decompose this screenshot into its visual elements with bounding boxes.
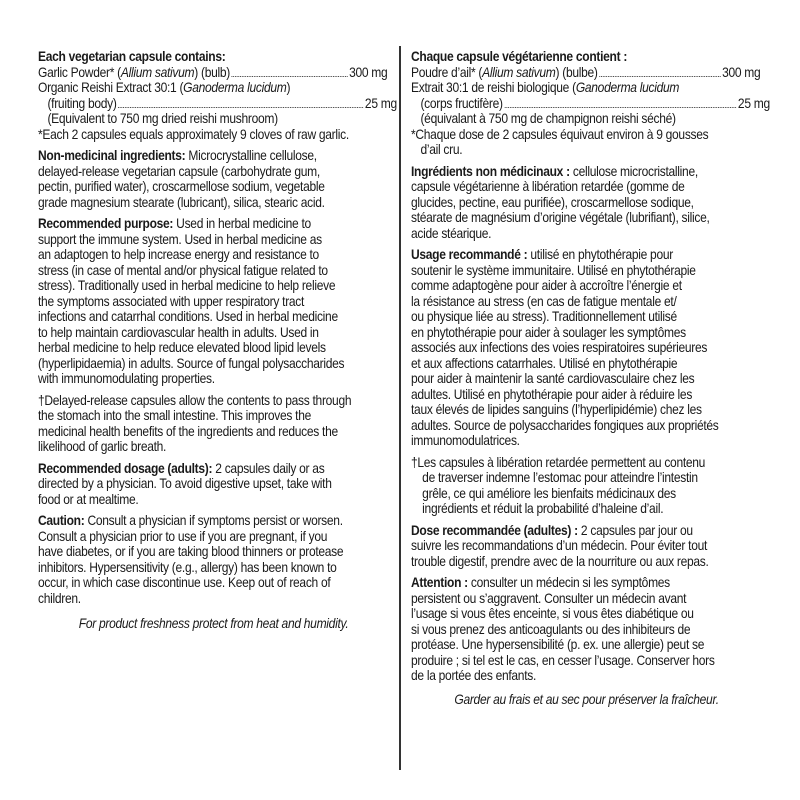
purpose-line: taux élevés de lipides sanguins (l’hyperlipidémie) chez les — [411, 402, 702, 417]
purpose-label: Usage recommandé : — [411, 247, 528, 262]
release-note-line: †Delayed-release capsules allow the contents to pass through — [38, 392, 352, 408]
reishi-ingredient — [38, 80, 389, 96]
purpose-line: stress (in case of mental and/or physical fatigue related to — [38, 262, 328, 278]
caution-line: children. — [38, 590, 81, 606]
leader-dots — [232, 66, 348, 77]
dosage-label: Recommended dosage (adults): — [38, 460, 213, 476]
reishi-equivalent: (Equivalent to 750 mg dried reishi mushroom) — [47, 111, 278, 126]
reishi-latin: Ganoderma lucidum — [183, 80, 287, 95]
release-note-section — [38, 393, 390, 455]
purpose-line: stress). Traditionally used in herbal medicine to help relieve — [38, 278, 336, 293]
garlic-ingredient — [38, 65, 389, 81]
purpose-line: support the immune system. Used in herbal medicine as — [38, 231, 322, 247]
purpose-line: la résistance au stress (en cas de fatigue mentale et/ — [411, 293, 677, 309]
reishi-ingredient — [411, 80, 762, 96]
caution-line: l’usage si vous êtes enceinte, si vous êtes diabétique ou — [411, 606, 694, 621]
garlic-note: *Each 2 capsules equals approximately 9 cloves of raw garlic. — [38, 126, 349, 142]
reishi-name: Organic Reishi Extract 30:1 ( — [38, 80, 184, 95]
nonmed-line: stéarate de magnésium d’origine végétale (lubrifiant), silice, — [411, 210, 710, 225]
garlic-name: Garlic Powder* ( — [38, 63, 121, 80]
garlic-part: ) (bulbe) — [555, 63, 598, 80]
purpose-line: soutenir le système immunitaire. Utilisé en phytothérapie — [411, 262, 696, 278]
dosage-line: Recommended dosage (adults): 2 capsules daily or as — [38, 460, 325, 476]
nonmed-line: delayed-release vegetarian capsule (carbohydrate gum, — [38, 163, 320, 179]
purpose-line: et aux affections catarrhales. Utilisé en phytothérapie — [411, 355, 678, 371]
caution-section — [411, 575, 763, 684]
purpose-line: Recommended purpose: Used in herbal medicine to — [38, 216, 311, 231]
nonmedicinal-section — [38, 148, 390, 210]
purpose-line: adultes. Source de polysaccharides fongiques aux propriétés — [411, 417, 719, 433]
reishi-amount: 25 mg — [737, 94, 770, 111]
purpose-line: with immunomodulating properties. — [38, 371, 215, 386]
caution-line: Attention : consulter un médecin si les symptômes — [411, 575, 670, 590]
garlic-name: Poudre d’ail* ( — [411, 63, 483, 80]
caution-line: occur, in which case discontinue use. Keep out of reach of — [38, 575, 331, 590]
garlic-note: *Chaque dose de 2 capsules équivaut environ à 9 gousses — [411, 126, 709, 142]
dosage-line: food or at mealtime. — [38, 491, 139, 507]
garlic-part: ) (bulb) — [194, 63, 230, 80]
purpose-line: (hyperlipidaemia) in adults. Source of fungal polysaccharides — [38, 355, 345, 371]
nonmed-line: grade magnesium stearate (lubricant), silica, stearic acid. — [38, 194, 325, 210]
caution-section — [38, 513, 390, 606]
purpose-line: to help maintain cardiovascular health in adults. Used in — [38, 324, 319, 340]
garlic-latin: Allium sativum — [120, 63, 195, 80]
leader-dots — [504, 97, 736, 108]
caution-line: Caution: Consult a physician if symptoms persist or worsen. — [38, 513, 343, 528]
purpose-line: associés aux infections des voies respiratoires supérieures — [411, 340, 708, 355]
reishi-part: (fruiting body) — [47, 94, 117, 111]
caution-line: inhibitors. Hypersensitivity (e.g., allergy) has been known to — [38, 559, 337, 575]
nonmed-line: Ingrédients non médicinaux : cellulose microcristalline, — [411, 163, 698, 179]
reishi-amount-row — [38, 96, 399, 112]
release-note-section — [411, 455, 763, 517]
purpose-line: the symptoms associated with upper respiratory tract — [38, 293, 305, 309]
ingredients-heading: Chaque capsule végétarienne contient : — [411, 49, 628, 64]
dosage-line: suivre les recommandations d’un médecin. Pour éviter tout — [411, 538, 708, 553]
purpose-line: en phytothérapie pour aider à soulager les symptômes — [411, 324, 686, 340]
purpose-section — [411, 247, 763, 449]
dosage-section — [38, 461, 390, 508]
release-note-line: ingrédients et réduit la probabilité d’haleine d’ail. — [422, 501, 664, 516]
garlic-latin: Allium sativum — [482, 63, 556, 80]
dosage-line: Dose recommandée (adultes) : 2 capsules par jour ou — [411, 522, 693, 538]
reishi-equivalent: (équivalant à 750 mg de champignon reishi séché) — [420, 111, 676, 126]
dosage-label: Dose recommandée (adultes) : — [411, 522, 578, 538]
purpose-line: infections and catarrhal conditions. Used in herbal medicine — [38, 309, 338, 324]
purpose-section — [38, 216, 390, 387]
leader-dots — [599, 66, 720, 77]
nonmedicinal-section — [411, 164, 763, 242]
release-note-line: grêle, ce qui améliore les bienfaits médicinaux des — [422, 485, 676, 501]
release-note-line: †Les capsules à libération retardée permettent au contenu — [411, 454, 706, 470]
purpose-line: adultes. Utilisé en phytothérapie pour aider à réduire les — [411, 386, 693, 402]
ingredients-section — [38, 49, 397, 142]
nonmed-line: glucides, pectine, eau purifiée), croscarmellose sodique, — [411, 194, 694, 210]
column-divider — [399, 46, 401, 770]
garlic-note: d’ail cru. — [420, 142, 463, 157]
caution-line: Consult a physician prior to use if you are pregnant, if you — [38, 528, 328, 544]
caution-line: protéase. Une hypersensibilité (p. ex. une allergie) peut se — [411, 637, 705, 652]
caution-label: Caution: — [38, 513, 85, 528]
caution-label: Attention : — [411, 575, 468, 590]
nonmed-label: Ingrédients non médicinaux : — [411, 163, 570, 179]
purpose-line: an adaptogen to help increase energy and resistance to — [38, 247, 319, 262]
nonmed-line: acide stéarique. — [411, 225, 492, 241]
reishi-latin: Ganoderma lucidum — [575, 80, 680, 95]
dosage-line: directed by a physician. To avoid digestive upset, take with — [38, 476, 332, 491]
garlic-amount: 300 mg — [349, 63, 388, 80]
reishi-part: (corps fructifère) — [420, 94, 503, 111]
purpose-line: herbal medicine to help reduce elevated blood lipid levels — [38, 340, 326, 355]
leader-dots — [118, 97, 363, 108]
release-note-line: the stomach into the small intestine. This improves the — [38, 408, 311, 423]
english-column — [38, 49, 397, 632]
release-note-line: de traverser indemne l’estomac pour atteindre l’intestin — [422, 470, 698, 485]
purpose-line: immunomodulatrices. — [411, 433, 520, 448]
reishi-amount: 25 mg — [364, 94, 397, 111]
purpose-line: ou physique liée au stress). Traditionnellement utilisé — [411, 309, 677, 324]
caution-line: si vous prenez des anticoagulants ou des inhibiteurs de — [411, 621, 691, 637]
caution-line: de la portée des enfants. — [411, 668, 537, 683]
reishi-name-end: ) — [286, 80, 291, 95]
storage-note: For product freshness protect from heat and humidity. — [78, 616, 349, 631]
caution-line: persistent ou s’aggravent. Consulter un médecin avant — [411, 590, 687, 606]
ingredients-section — [411, 49, 770, 158]
purpose-line: Usage recommandé : utilisé en phytothérapie pour — [411, 247, 673, 262]
purpose-line: comme adaptogène pour aider à accroître l’énergie et — [411, 278, 682, 293]
nonmed-line: Non-medicinal ingredients: Microcrystalline cellulose, — [38, 148, 317, 163]
storage-note: Garder au frais et au sec pour préserver la fraîcheur. — [454, 691, 719, 707]
dosage-section — [411, 523, 763, 570]
release-note-line: medicinal health benefits of the ingredients and reduces the — [38, 423, 338, 439]
nonmed-line: pectin, purified water), croscarmellose sodium, vegetable — [38, 179, 325, 194]
caution-line: produire ; si tel est le cas, en cesser l’usage. Conserver hors — [411, 652, 715, 668]
caution-line: have diabetes, or if you are taking blood thinners or protease — [38, 544, 344, 559]
garlic-ingredient — [411, 65, 762, 81]
reishi-name: Extrait 30:1 de reishi biologique ( — [411, 80, 576, 95]
dosage-line: trouble digestif, prendre avec de la nourriture ou aux repas. — [411, 553, 709, 569]
nonmed-line: capsule végétarienne à libération retardée (gomme de — [411, 179, 685, 194]
nonmed-label: Non-medicinal ingredients: — [38, 148, 186, 163]
french-column — [411, 49, 770, 707]
release-note-line: likelihood of garlic breath. — [38, 439, 167, 454]
purpose-label: Recommended purpose: — [38, 216, 174, 231]
purpose-line: pour aider à maintenir la santé cardiovasculaire chez les — [411, 371, 695, 386]
ingredients-heading: Each vegetarian capsule contains: — [38, 49, 226, 64]
reishi-amount-row — [411, 96, 772, 112]
garlic-amount: 300 mg — [722, 63, 761, 80]
